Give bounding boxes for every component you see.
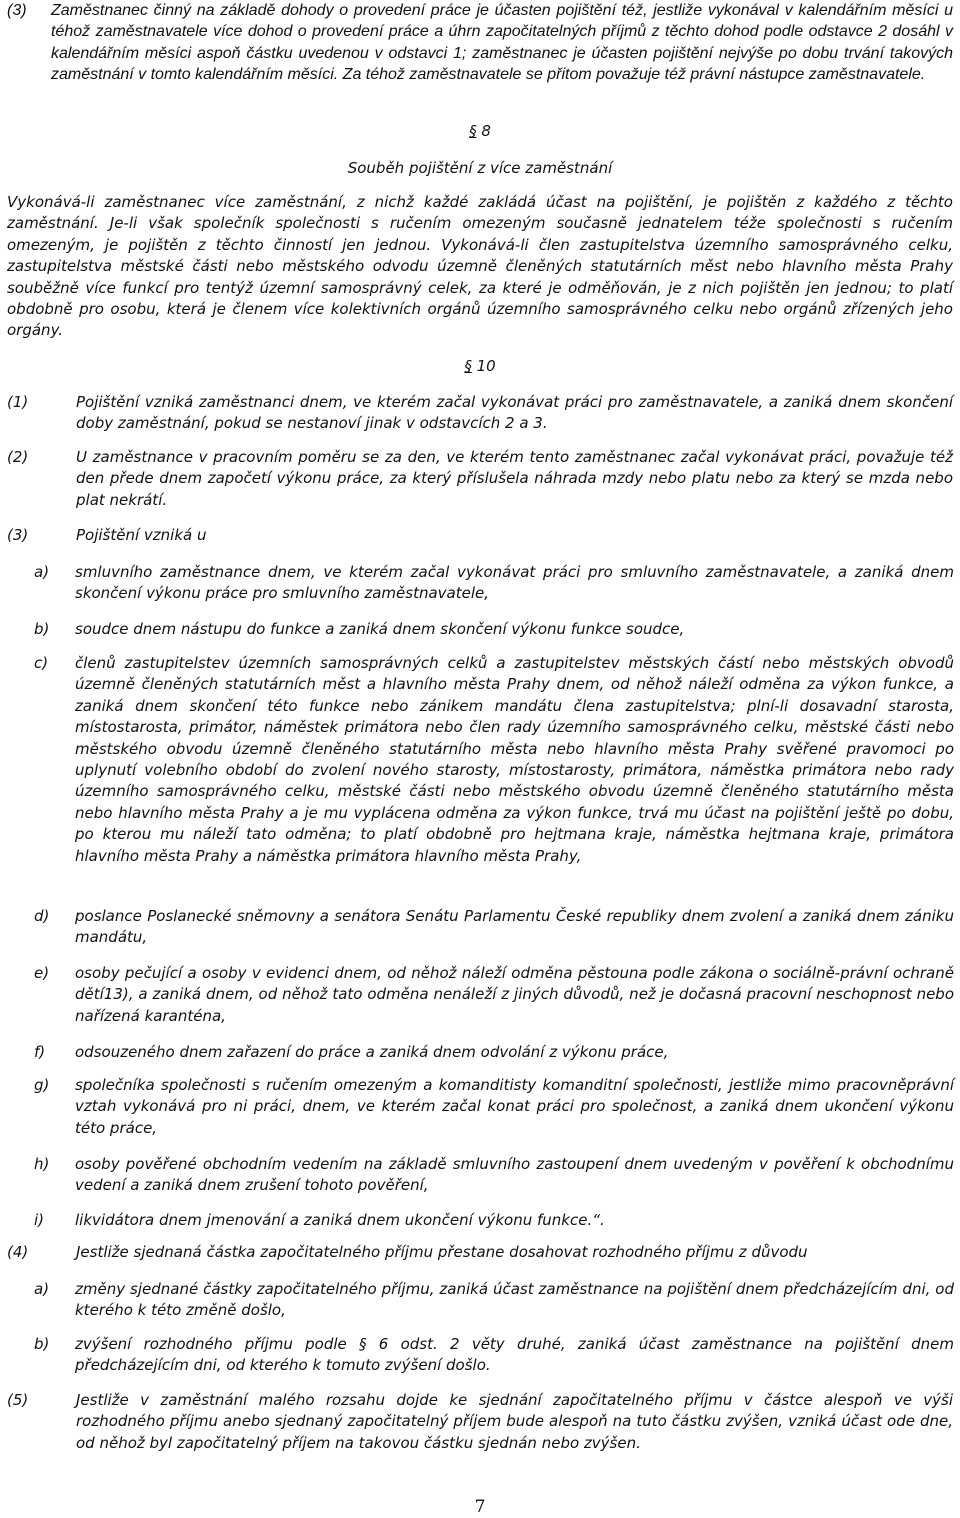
- paragraph-text: Pojištění vzniká zaměstnanci dnem, ve kterém začal vykonávat práci pro zaměstnavatele, a zaniká dnem skončení doby zaměstnání, pokud se nestanoví jinak v odstavcích 2 a 3.: [76, 393, 953, 433]
- list-item-e: [34, 963, 954, 1027]
- section-sign: §: [469, 122, 477, 140]
- paragraph-number: (3): [7, 2, 27, 19]
- item-text: osoby pečující a osoby v evidenci dnem, od něhož náleží odměna pěstouna podle zákona o sociálně-právní ochraně dětí13), a zaniká dnem, od něhož tato odměna nenáleží z jiných důvodů, než je dočasná pracovní neschopnost nebo nařízená karanténa,: [75, 964, 954, 1025]
- paragraph-2: [7, 447, 953, 511]
- paragraph-text: Jestliže v zaměstnání malého rozsahu dojde ke sjednání započitatelného příjmu v částce alespoň ve výši rozhodného příjmu anebo sjednaný započitatelný příjem bude alespoň na tuto částku zvýšen, vzniká účast ode dne, od něhož byl započitatelný příjem na takovou částku sjednán nebo zvýšen.: [76, 1391, 953, 1452]
- section-heading-10: [0, 357, 960, 375]
- list-item-4b: [34, 1334, 954, 1377]
- paragraph-1: [7, 392, 953, 435]
- list-item-c: [34, 653, 954, 867]
- item-text: osoby pověřené obchodním vedením na základě smluvního zastoupení dnem uvedeným v pověření k obchodnímu vedení a zaniká dnem zrušení tohoto pověření,: [75, 1155, 954, 1195]
- paragraph-number: (4): [7, 1243, 29, 1261]
- item-text: změny sjednané částky započitatelného příjmu, zaniká účast zaměstnance na pojištění dnem předcházejícím dni, od kterého k této změně došlo,: [75, 1280, 954, 1320]
- section-number: 8: [481, 122, 491, 140]
- paragraph-number: (2): [7, 448, 29, 466]
- item-text: soudce dnem nástupu do funkce a zaniká dnem skončení výkonu funkce soudce,: [75, 620, 685, 638]
- item-label: a): [34, 1280, 50, 1298]
- item-text: členů zastupitelstev územních samosprávných celků a zastupitelstev městských částí nebo městských obvodů územně členěných statutárních měst a hlavního města Prahy dnem, od něhož náleží odměna za výkon funkce, a zaniká dnem skončení této funkce nebo zánikem mandátu člena zastupitelstva; plní-li dosavadní starosta, místostarosta, primátor, náměstek primátora nebo člen rady územního samosprávného celku, městské části nebo městského obvodu územně členěného statutárního města nebo hlavního města Prahy svěřené pravomoci po uplynutí volebního období do zvolení nového starosty, místostarosty, primátora, náměstka primátora nebo rady územního samosprávného celku, městské části nebo městského obvodu územně členěného statutárního města nebo hlavního města Prahy a je mu vyplácena odměna za výkon funkce, trvá mu účast na pojištění ještě po dobu, po kterou mu náleží tato odměna; to platí obdobně pro hejtmana kraje, náměstka hejtmana kraje, primátora hlavního města Prahy a náměstka primátora hlavního města Prahy,: [75, 654, 954, 865]
- list-item-h: [34, 1154, 954, 1197]
- item-label: f): [34, 1043, 46, 1061]
- paragraph-number: (1): [7, 393, 29, 411]
- section-sign: §: [464, 357, 472, 375]
- paragraph-3: [7, 525, 953, 546]
- item-label: a): [34, 563, 50, 581]
- section-title-8: Souběh pojištění z více zaměstnání: [347, 159, 613, 177]
- list-item-d: [34, 906, 954, 949]
- paragraph-text: Jestliže sjednaná částka započitatelného příjmu přestane dosahovat rozhodného příjmu z důvodu: [76, 1243, 808, 1261]
- item-text: společníka společnosti s ručením omezeným a komanditisty komanditní společnosti, jestliže mimo pracovněprávní vztah vykonává pro ni práci, dnem, ve kterém začal konat práci pro společnost, a zaniká dnem ukončení výkonu této práce,: [75, 1076, 954, 1137]
- item-label: i): [34, 1211, 45, 1229]
- paragraph-text: Pojištění vzniká u: [76, 526, 207, 544]
- list-item-g: [34, 1075, 954, 1139]
- list-item-4a: [34, 1279, 954, 1322]
- item-label: e): [34, 964, 50, 982]
- list-item-b: [34, 619, 954, 640]
- item-text: poslance Poslanecké sněmovny a senátora Senátu Parlamentu České republiky dnem zvolení a zaniká dnem zániku mandátu,: [75, 907, 954, 947]
- section-number: 10: [476, 357, 496, 375]
- item-label: d): [34, 907, 50, 925]
- paragraph-text: Vykonává-li zaměstnanec více zaměstnání, z nichž každé zakládá účast na pojištění, je pojištěn z každého z těchto zaměstnání. Je-li však společník společnosti s ručením omezeným současně jednatelem téže společnosti s ručením omezeným, je pojištěn z těchto činností jen jednou. Vykonává-li člen zastupitelstva územního samosprávného celku, zastupitelstva městské části nebo městského odvodu územně členěných statutárních měst nebo hlavního města Prahy souběžně více funkcí pro tentýž územní samosprávný celek, za které je odměňován, je z nich pojištěn jen jednou; to platí obdobně pro osobu, která je členem více kolektivních orgánů územního samosprávného celku nebo orgánů zřízených jeho orgány.: [7, 193, 953, 340]
- item-label: b): [34, 620, 50, 638]
- item-label: h): [34, 1155, 50, 1173]
- item-label: c): [34, 654, 49, 672]
- item-text: zvýšení rozhodného příjmu podle § 6 odst. 2 věty druhé, zaniká účast zaměstnance na pojištění dnem předcházejícím dni, od kterého k tomuto zvýšení došlo.: [75, 1335, 954, 1375]
- item-text: likvidátora dnem jmenování a zaniká dnem ukončení výkonu funkce.“.: [75, 1211, 605, 1229]
- paragraph-5: [7, 1390, 953, 1454]
- paragraph-number: (5): [7, 1391, 29, 1409]
- item-text: smluvního zaměstnance dnem, ve kterém začal vykonávat práci pro smluvního zaměstnavatele, a zaniká dnem skončení výkonu práce pro smluvního zaměstnavatele,: [75, 563, 954, 603]
- paragraph-number: (3): [7, 526, 29, 544]
- paragraph-text: Zaměstnanec činný na základě dohody o provedení práce je účasten pojištění též, jestliže vykonával v kalendářním měsíci u téhož zaměstnavatele více dohod o provedení práce a úhrn započitatelných příjmů z těchto dohod podle odstavce 2 dosáhl v kalendářním měsíci aspoň částku uvedenou v odstavci 1; zaměstnanec je účasten pojištění nejvýše po dobu trvání takových zaměstnání v tomto kalendářním měsíci. Za téhož zaměstnavatele se přitom považuje též právní nástupce zaměstnavatele.: [51, 2, 953, 84]
- list-item-f: [34, 1042, 954, 1063]
- item-label: b): [34, 1335, 50, 1353]
- section-8-text: [7, 192, 953, 342]
- paragraph-3-continued: [7, 0, 953, 86]
- section-heading-8: [0, 122, 960, 140]
- list-item-i: [34, 1210, 954, 1231]
- paragraph-4: [7, 1242, 953, 1263]
- page-number: 7: [474, 1497, 486, 1517]
- list-item-a: [34, 562, 954, 605]
- paragraph-text: U zaměstnance v pracovním poměru se za den, ve kterém tento zaměstnanec začal vykonávat práci, považuje též den přede dnem započetí výkonu práce, za který příslušela náhrada mzdy nebo platu nebo za který se mzda nebo plat nekrátí.: [76, 448, 953, 509]
- item-label: g): [34, 1076, 50, 1094]
- item-text: odsouzeného dnem zařazení do práce a zaniká dnem odvolání z výkonu práce,: [75, 1043, 669, 1061]
